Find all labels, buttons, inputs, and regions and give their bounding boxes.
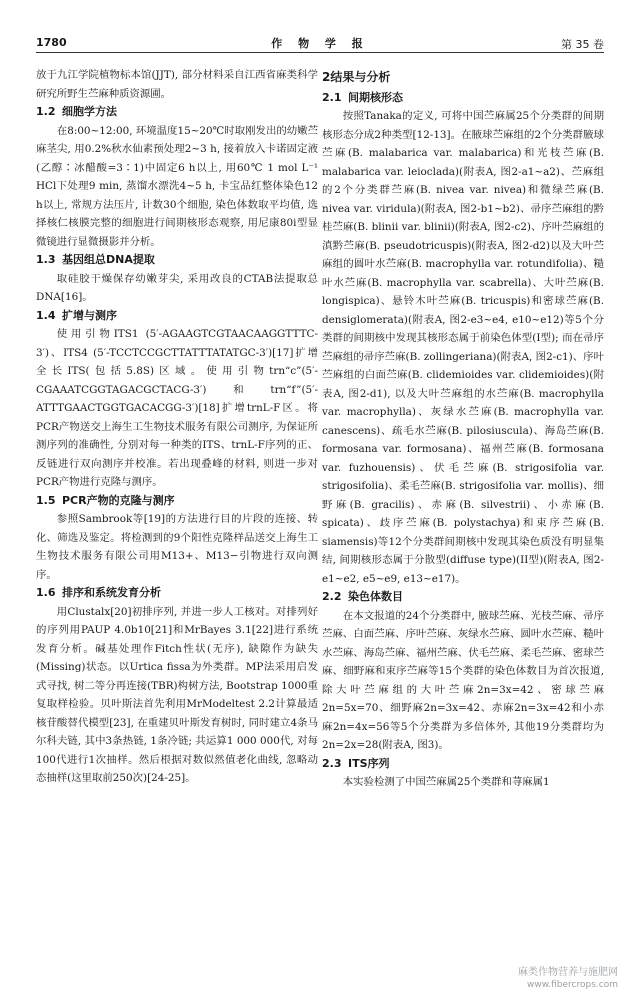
section-number: 1.3 bbox=[36, 253, 56, 266]
body-paragraph: 在本文报道的24个分类群中, 腋球苎麻、光枝苎麻、帚序苎麻、白面苎麻、序叶苎麻、灰绿水苎麻、圆叶水苎麻、糙叶水苎麻、海岛苎麻、福州苎麻、伏毛苎麻、柔毛苎麻、密球苎麻、细野麻和束序苎麻等15个类群的染色体数目为首次报道, 除大叶苎麻组的大叶苎麻2n=3x=42、密球苎麻2n=5x=70、细野麻2n=3x=42、赤麻2n=3x=42和小赤麻2n=4x=56等5个分类群为多倍体外, 其他19分类群均为2n=2x=28(附表A, 图3)。 bbox=[322, 609, 604, 751]
body-paragraph: 用Clustalx[20]初排序列, 并进一步人工核对。对排列好的序列用PAUP 4.0b10[21]和MrBayes 3.1[22]进行系统发育分析。碱基处理作Fitch性状(无序), 缺隙作为缺失(Missing)状态。以Urtica fissa为外类群。MP法采用启发式寻找, 树二等分再连接(TBR)构树方法, Bootstrap 1000重复取样检验。贝叶斯法首先利用MrModeltest 2.2计算最适核苷酸替代模型[23], 在重建贝叶斯发育树时, 同时建立4条马尔科夫链, 其中3条热链, 1条冷链; 共运算1 000 000代, 对每100代进行1次抽样。然后根据对数似然值老化曲线, 忽略动态抽样(这里取前250次)[24-25]。 bbox=[36, 605, 318, 784]
section-number: 2.2 bbox=[322, 590, 342, 603]
section-number: 1.4 bbox=[36, 308, 56, 322]
section-title: 细胞学方法 bbox=[62, 105, 117, 118]
section-heading bbox=[322, 68, 604, 87]
body-paragraph: 按照Tanaka的定义, 可将中国苎麻属25个分类群的间期核形态分成2种类型[12-13]。在腋球苎麻组的2个分类群腋球苎麻(B. malabarica var. malabarica)和光枝苎麻(B. malabarica var. leioclada)(附表A, 图2-a1~a2)、苎麻组的2个分类群苎麻(B. nivea var. nivea)和微绿苎麻(B. nivea var. viridula)(附表A, 图2-b1~b2)、帚序苎麻组的黔桂苎麻(B. blinii var. blinii)(附表A, 图2-c2)、序叶苎麻组的滇黔苎麻(B. pseudotricuspis)(附表A, 图2-d2)以及大叶苎麻组的圆叶水苎麻(B. macrophylla var. rotundifolia)、糙叶水苎麻(B. macrophylla var. scabrella)、大叶苎麻(B. longispica)、悬铃木叶苎麻(B. tricuspis)和密球苎麻(B. densiglomerata)(附表A, 图2-e3~e4, e10~e12)等5个分类群的间期核中发现其核形态属于前染色体型(I型); 而在帚序苎麻组的帚序苎麻(B. zollingeriana)(附表A, 图2-c1)、序叶苎麻组的白面苎麻(B. clidemioides var. clidemioides)(附表A, 图2-d1), 以及大叶苎麻组的水苎麻(B. macrophylla var. macrophylla)、灰绿水苎麻(B. macrophylla var. canescens)、疏毛水苎麻(B. pilosiuscula)、海岛苎麻(B. formosana var. formosana)、福州苎麻(B. formosana var. fuzhouensis)、伏毛苎麻(B. strigosifolia var. strigosifolia)、柔毛苎麻(B. strigosifolia var. mollis)、细野麻(B. gracilis)、赤麻(B. silvestrii)、小赤麻(B. spicata)、歧序苎麻(B. polystachya)和束序苎麻(B. siamensis)等12个分类群间期核中发现其染色质没有明显集结, 间期核形态属于分散型(diffuse type)(II型)(附表A, 图2-e1~e2, e5~e9, e13~e17)。 bbox=[322, 110, 604, 585]
section-number: 1.2 bbox=[36, 105, 56, 118]
page-number: 1780 bbox=[36, 36, 67, 49]
section-heading bbox=[36, 492, 318, 511]
body-paragraph: 取硅胶干燥保存幼嫩芽尖, 采用改良的CTAB法提取总DNA[16]。 bbox=[36, 272, 318, 303]
journal-title: 作 物 学 报 bbox=[271, 37, 369, 50]
section-number: 2.1 bbox=[322, 90, 342, 104]
section-heading bbox=[36, 307, 318, 326]
section-title: 扩增与测序 bbox=[62, 308, 117, 322]
right-column bbox=[322, 66, 604, 792]
section-number: 1.5 bbox=[36, 493, 56, 507]
watermark-name: 麻类作物营养与施肥网 bbox=[518, 967, 618, 978]
section-heading bbox=[36, 584, 318, 603]
section-number: 1.6 bbox=[36, 586, 56, 599]
section-title: 间期核形态 bbox=[348, 90, 403, 104]
section-title: 排序和系统发育分析 bbox=[62, 586, 161, 599]
section-title: 染色体数目 bbox=[348, 590, 403, 603]
body-paragraph: 使用引物ITS1 (5′-AGAAGTCGTAACAAGGTTTC-3′)、ITS4 (5′-TCCTCCGCTTATTTATATGC-3′)[17]扩增全长ITS(包括5.8S)区域。使用引物trn“c”(5′-CGAAATCGGTAGACGCTACG-3′)和trn“f”(5′-ATTTGAACTGGTGACACGG-3′)[18]扩增trnL-F区。将PCR产物送交上海生工生物技术服务有限公司测序, 为保证所测序列的准确性, 分别对每一种类的ITS、trnL-F序列的正、反链进行双向测序并校准。若出现叠峰的材料, 则进一步对PCR产物进行克隆与测序。 bbox=[36, 328, 318, 488]
section-heading bbox=[322, 588, 604, 607]
body-paragraph: 放于九江学院植物标本馆(JJT), 部分材料采自江西省麻类科学研究所野生苎麻种质资源圃。 bbox=[36, 69, 318, 100]
section-heading bbox=[322, 89, 604, 108]
section-title: PCR产物的克隆与测序 bbox=[62, 493, 175, 507]
volume-label: 第 35 卷 bbox=[561, 38, 604, 51]
section-number: 2 bbox=[322, 70, 331, 84]
body-paragraph: 在8:00~12:00, 环境温度15~20℃时取刚发出的幼嫩苎麻茎尖, 用0.2%秋水仙素预处理2~3 h, 接着放入卡诺固定液(乙醇∶冰醋酸=3∶1)中固定6 h以上, 用60℃ 1 mol L⁻¹ HCl下处理9 min, 蒸馏水漂洗4~5 h, 卡宝品红整体染色12 h以上, 常规方法压片, 计数30个细胞, 染色体数取平均值, 选择核仁核膜完整的细胞进行间期核形态观察, 用尼康80i型显微镜进行显微摄影并分析。 bbox=[36, 124, 318, 248]
section-heading bbox=[36, 251, 318, 270]
site-watermark bbox=[448, 966, 618, 992]
section-title: ITS序列 bbox=[348, 756, 390, 770]
section-title: 基因组总DNA提取 bbox=[62, 253, 155, 266]
section-heading bbox=[36, 103, 318, 122]
left-column bbox=[36, 66, 318, 788]
section-number: 2.3 bbox=[322, 756, 342, 770]
body-paragraph: 本实验检测了中国苎麻属25个类群和荨麻属1 bbox=[342, 776, 550, 788]
watermark-url: www.fibercrops.com bbox=[527, 980, 618, 990]
body-paragraph: 参照Sambrook等[19]的方法进行目的片段的连接、转化、筛选及鉴定。将检测到的9个阳性克隆样品送交上海生工生物技术服务有限公司用M13+、M13−引物进行双向测序。 bbox=[36, 513, 318, 581]
section-title: 结果与分析 bbox=[330, 70, 391, 84]
section-heading bbox=[322, 755, 604, 774]
page-header bbox=[36, 34, 604, 53]
